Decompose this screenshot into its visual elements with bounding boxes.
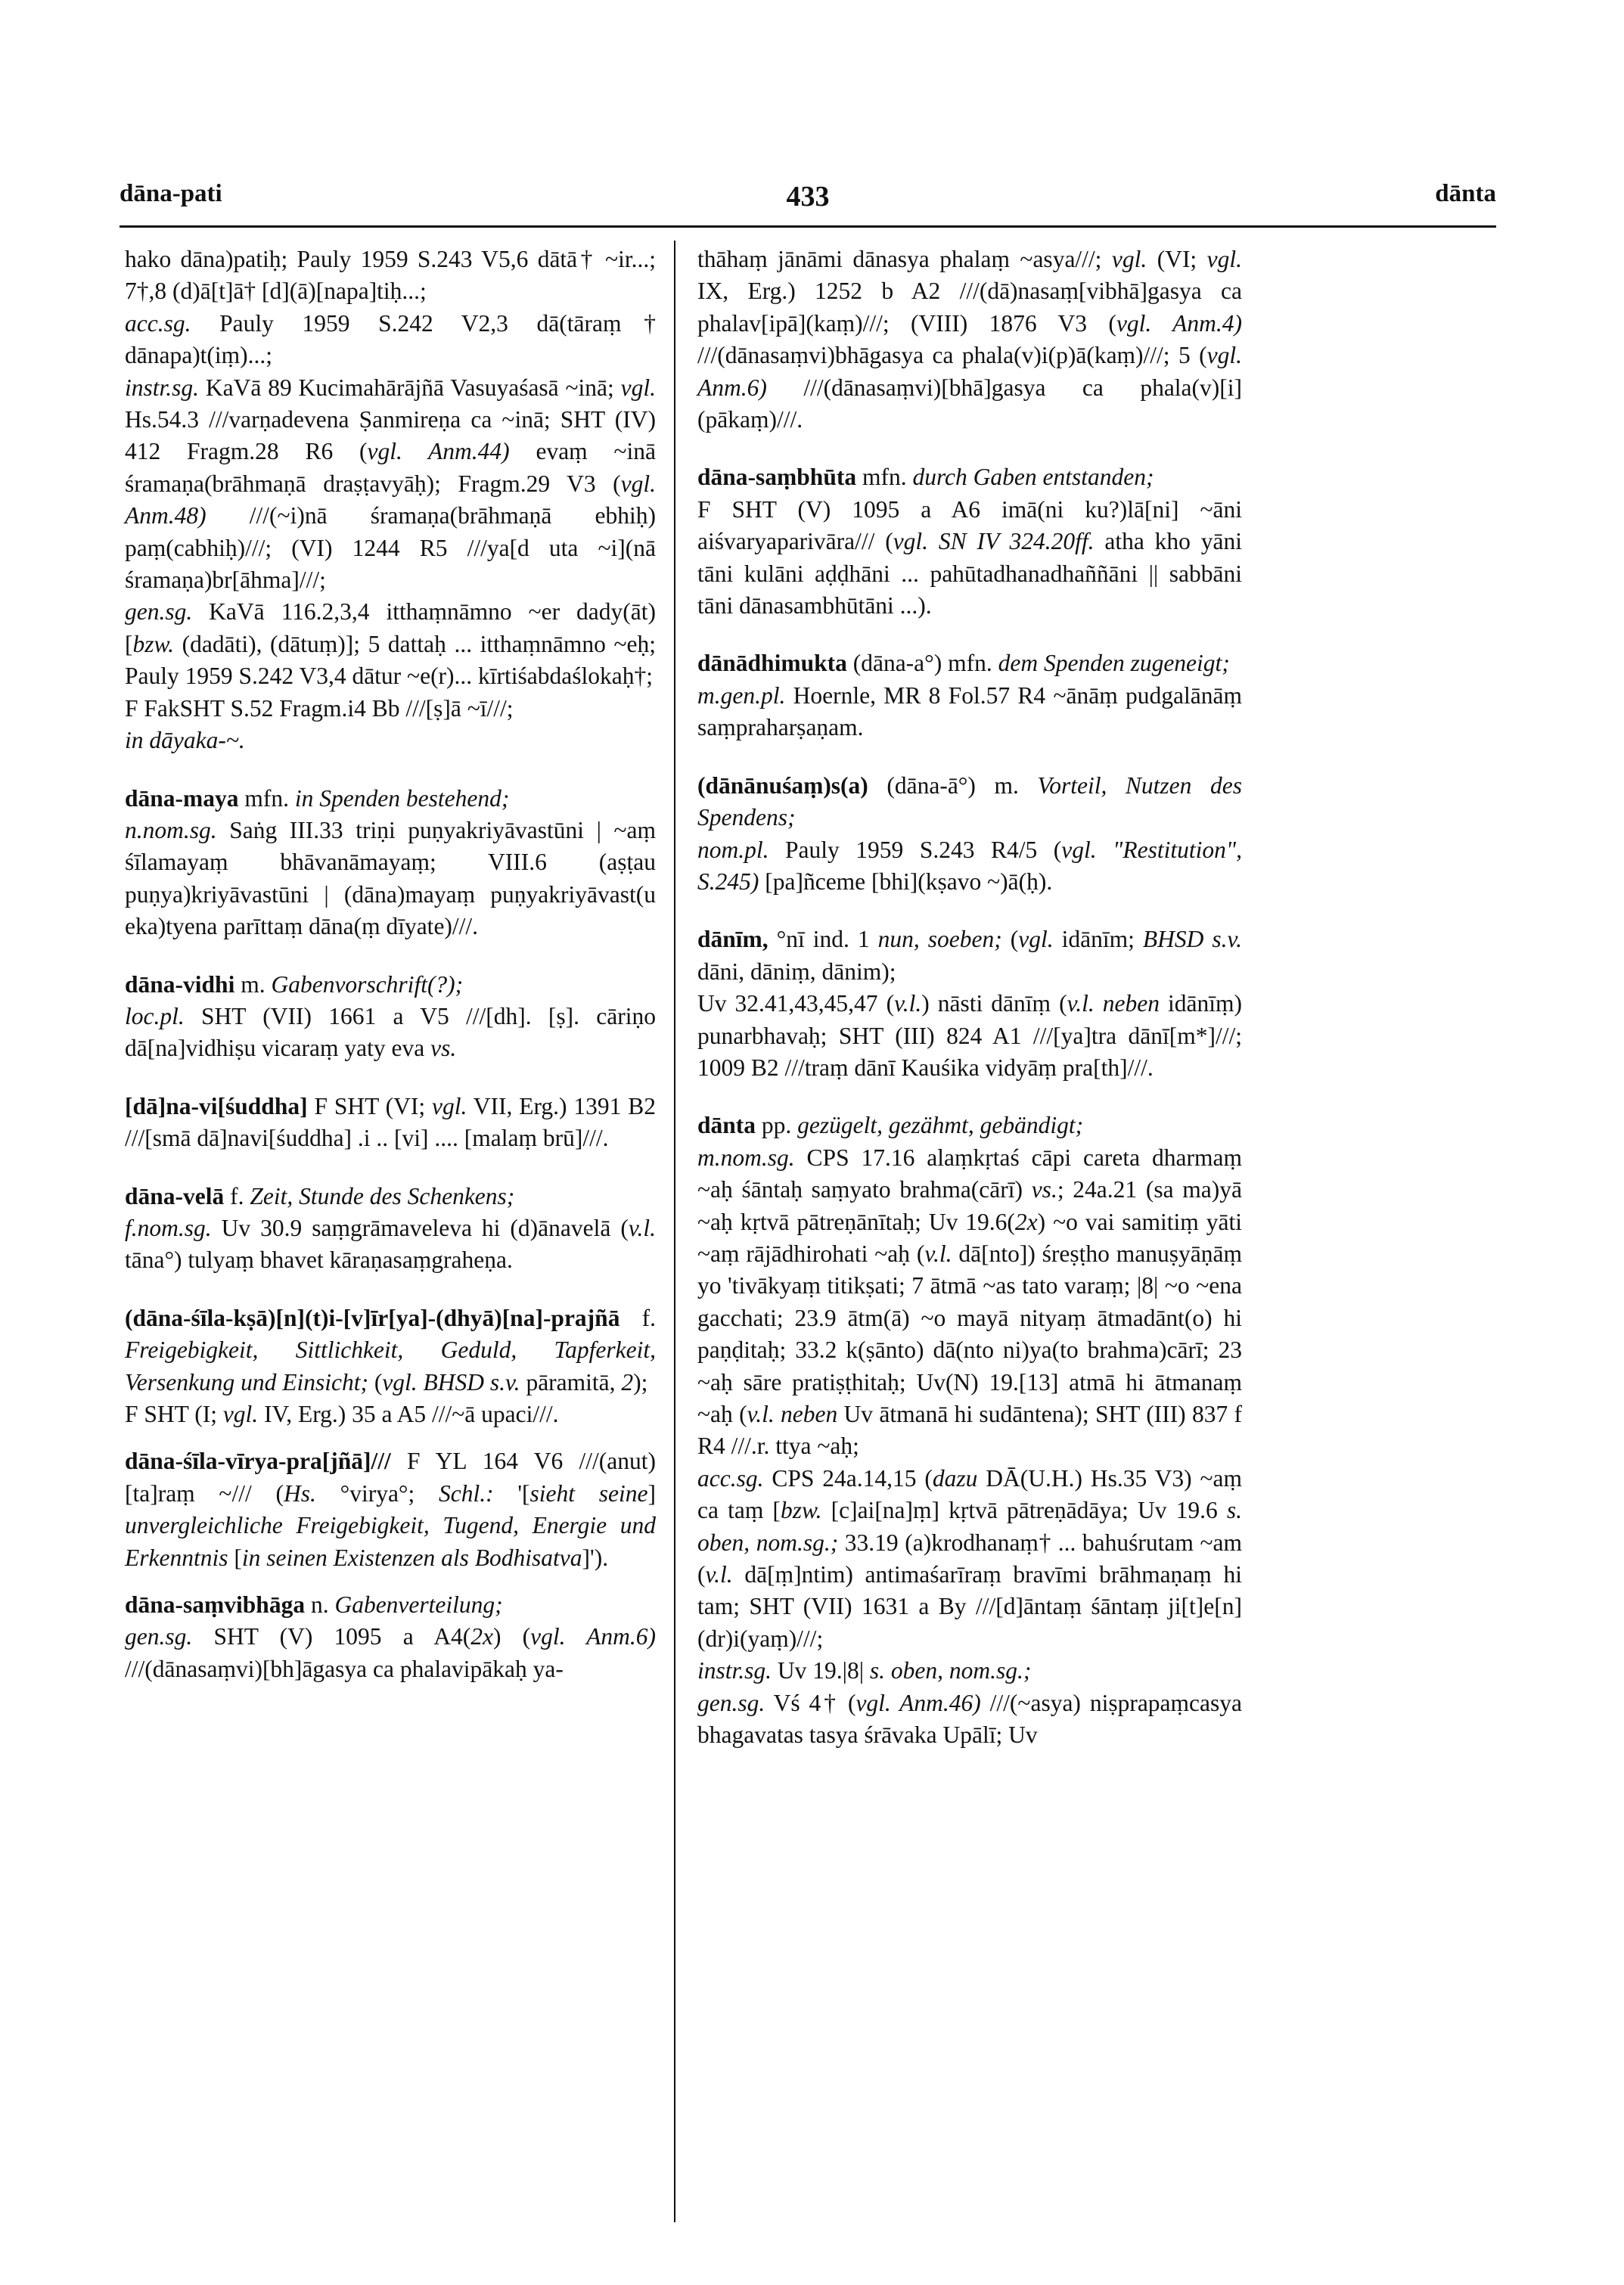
gloss: Vorteil, Nutzen des Spendens;: [697, 771, 1242, 831]
entry-text: gen.sg. KaVā 116.2,3,4 itthaṃnāmno ~er dady(āt) [bzw. (dadāti), (dātuṃ)]; 5 dattaḥ ... itthaṃnāmno ~eḥ; Pauly 1959 S.242 V3,4 dātur ~e(r)... kīrtiśabdaślokaḥ†;: [125, 598, 656, 690]
entry-head: dāna-saṃvibhāga n. Gabenverteilung;: [125, 1591, 503, 1619]
entry-danta: [697, 1110, 1242, 1751]
entry-text: gen.sg. SHT (V) 1095 a A4(2x) (vgl. Anm.6) ///(dānasaṃvi)[bh]āgasya ca phalavipākaḥ ya-: [125, 1623, 656, 1682]
gloss: Gabenverteilung;: [334, 1591, 503, 1619]
entry-head: dāna-saṃbhūta mfn. durch Gaben entstanden;: [697, 464, 1154, 491]
gloss: Zeit, Stunde des Schenkens;: [250, 1182, 515, 1209]
entry-text: thāhaṃ jānāmi dānasya phalaṃ ~asya///; vgl. (VI; vgl. IX, Erg.) 1252 b A2 ///(dā)nasaṃ[vibhā]gasya ca phalav[ipā](kaṃ)///; (VIII) 1876 V3 (vgl. Anm.4) ///(dānasaṃvi)bhāgasya ca phala(v)i(p)ā(kaṃ)///; 5 (vgl. Anm.6) ///(dānasaṃvi)[bhā]gasya ca phala(v)[i](pākaṃ)///.: [697, 246, 1242, 433]
headword: dānādhimukta: [697, 650, 847, 677]
page-number: 433: [786, 181, 830, 213]
entry-head: dāna-velā f. Zeit, Stunde des Schenkens;: [125, 1182, 515, 1209]
gloss: Freigebigkeit, Sittlichkeit, Geduld, Tapferkeit, Versenkung und Einsicht;: [125, 1337, 656, 1396]
right-column: [697, 244, 1242, 1777]
entry-head: dāna-maya mfn. in Spenden bestehend;: [125, 784, 510, 812]
gloss: dem Spenden zugeneigt;: [998, 650, 1230, 677]
entry-text: m.gen.pl. Hoernle, MR 8 Fol.57 R4 ~ānāṃ pudgalānāṃ saṃpraharṣaṇam.: [697, 681, 1242, 741]
entry-dana-visuddha: [125, 1091, 656, 1155]
entry-head: (dānānuśaṃ)s(a) (dāna-ā°) m. Vorteil, Nutzen des Spendens;: [697, 771, 1242, 831]
headword: dāna-vidhi: [125, 970, 235, 998]
entry-danim: [697, 924, 1242, 1084]
headword: (dāna-śīla-kṣā)[n](t)i-[v]īr[ya]-(dhyā)[na]-prajñā: [125, 1304, 620, 1331]
entry-text: instr.sg. KaVā 89 Kucimahārājñā Vasuyaśasā ~inā; vgl. Hs.54.3 ///varṇadevena Ṣanmireṇa ca ~inā; SHT (IV) 412 Fragm.28 R6 (vgl. Anm.44) evaṃ ~inā śramaṇa(brāhmaṇā draṣṭavyāḥ); Fragm.29 V3 (vgl. Anm.48) ///(~i)nā śramaṇa(brāhmaṇā ebhiḥ) paṃ(cabhiḥ)///; (VI) 1244 R5 ///ya[d uta ~i](nā śramaṇa)br[āhma]///;: [125, 374, 656, 594]
entry-dana-sila-ksanti: [125, 1302, 656, 1431]
running-header: [120, 180, 1496, 225]
entry-head: dāna-vidhi m. Gabenvorschrift(?);: [125, 970, 464, 998]
entry-text: acc.sg. Pauly 1959 S.242 V2,3 dā(tāraṃ† dānapa)t(iṃ)...;: [125, 309, 656, 369]
entry-text: hako dāna)patiḥ; Pauly 1959 S.243 V5,6 dātā† ~ir...; 7†,8 (d)ā[t]ā† [d](ā)[napa]tiḥ...;: [125, 246, 656, 305]
entry-dananusamsa: [697, 770, 1242, 899]
entry-text: F SHT (I; vgl. IV, Erg.) 35 a A5 ///~ā upaci///.: [125, 1401, 559, 1427]
entry-text: m.nom.sg. CPS 17.16 alaṃkṛtaś cāpi careta dharmaṃ ~aḥ śāntaḥ saṃyato brahma(cārī) vs.; 24a.21 (sa ma)yā ~aḥ kṛtvā pātreṇānītaḥ; Uv 19.6(2x) ~o vai samitiṃ yāti ~aṃ rājādhirohati ~aḥ (v.l. dā[nto]) śreṣṭho manuṣyāṇāṃ yo 'tivākyaṃ titikṣati; 7 ātmā ~as tato varaṃ; |8| ~o ~ena gacchati; 23.9 ātm(ā) ~o mayā nityaṃ ātmadānt(o) hi paṇḍitaḥ; 33.2 k(ṣānto) dā(nto ni)ya(to brahma)cārī; 23 ~aḥ sāre pratiṣṭhitaḥ; Uv(N) 19.[13] atmā hi ātmanaṃ ~aḥ (v.l. neben Uv ātmanā hi sudāntena); SHT (III) 837 f R4 ///.r. ttya ~aḥ;: [697, 1144, 1243, 1460]
entry-dana-samvibhaga: [125, 1589, 656, 1685]
headword: dāna-saṃvibhāga: [125, 1591, 306, 1619]
entry-text: instr.sg. Uv 19.|8| s. oben, nom.sg.;: [697, 1657, 1032, 1684]
headword: dāna-saṃbhūta: [697, 464, 857, 491]
header-rule: [120, 225, 1496, 228]
entry-head: dānta pp. gezügelt, gezähmt, gebändigt;: [697, 1112, 1084, 1139]
entry-head: dānīm, °nī ind. 1 nun, soeben; (vgl. idānīm; BHSD s.v. dāni, dāniṃ, dānim);: [697, 926, 1242, 985]
gloss: durch Gaben entstanden;: [912, 464, 1154, 491]
entry-text: acc.sg. CPS 24a.14,15 (dazu DĀ(U.H.) Hs.35 V3) ~aṃ ca taṃ [bzw. [c]ai[na]ṃ] kṛtvā pātreṇādāya; Uv 19.6 s. oben, nom.sg.; 33.19 (a)krodhanaṃ† ... bahuśrutam ~am (v.l. dā[ṃ]ntim) antimaśarīraṃ bravīmi brāhmaṇaṃ hi tam; SHT (VII) 1631 a By ///[d]āntaṃ śāntaṃ ji[t]e[n](dr)i(yaṃ)///;: [697, 1464, 1242, 1652]
headword: (dānānuśaṃ)s(a): [697, 771, 868, 799]
cross-reference: in dāyaka-~.: [125, 727, 245, 754]
gloss: nun, soeben;: [877, 926, 1002, 953]
entry-text: (dāna-śīla-kṣā)[n](t)i-[v]īr[ya]-(dhyā)[na]-prajñā f. Freigebigkeit, Sittlichkeit, Geduld, Tapferkeit, Versenkung und Einsicht; (vgl. BHSD s.v. pāramitā, 2);: [125, 1304, 656, 1396]
gloss: in Spenden bestehend;: [294, 784, 510, 812]
left-column: [125, 244, 656, 1711]
entry-text: F SHT (V) 1095 a A6 imā(ni ku?)lā[ni] ~āni aiśvaryaparivāra/// (vgl. SN IV 324.20ff. atha kho yāni tāni kulāni aḍḍhāni ... pahūtadhanadhaññāni || sabbāni tāni dānasambhūtāni ...).: [697, 495, 1242, 619]
entry-text: dāna-śīla-vīrya-pra[jñā]/// F YL 164 V6 ///(anut)[ta]raṃ ~/// (Hs. °virya°; Schl.: '[sieht seine] unvergleichliche Freigebigkeit, Tugend, Energie und Erkenntnis [in seinen Existenzen als Bodhisatva]').: [125, 1448, 657, 1571]
headword: dāna-śīla-vīrya-pra[jñā]///: [125, 1448, 391, 1475]
entry-dana-sila-virya: [125, 1445, 656, 1574]
headword: dānīm,: [697, 926, 769, 953]
entry-text: [dā]na-vi[śuddha] F SHT (VI; vgl. VII, Erg.) 1391 B2 ///[smā dā]navi[śuddha] .i .. [vi] .... [malaṃ brū]///.: [125, 1092, 656, 1152]
column-divider: [674, 241, 675, 2222]
entry-text: f.nom.sg. Uv 30.9 saṃgrāmaveleva hi (d)ānavelā (v.l. tāna°) tulyaṃ bhavet kāraṇasaṃgraheṇa.: [125, 1214, 656, 1274]
gloss: gezügelt, gezähmt, gebändigt;: [797, 1112, 1084, 1139]
entry-text: Uv 32.41,43,45,47 (v.l.) nāsti dānīṃ (v.l. neben idānīṃ) punarbhavaḥ; SHT (III) 824 A1 ///[ya]tra dānī[m*]///; 1009 B2 ///traṃ dānī Kauśika vidyāṃ pra[th]///.: [697, 990, 1242, 1081]
gloss: Gabenvorschrift(?);: [271, 970, 464, 998]
header-first-headword: dāna-pati: [120, 180, 222, 207]
entry-dana-vidhi: [125, 969, 656, 1065]
headword: [dā]na-vi[śuddha]: [125, 1092, 308, 1119]
entry-text: n.nom.sg. Saṅg III.33 triṇi puṇyakriyāvastūni | ~aṃ śīlamayaṃ bhāvanāmayaṃ; VIII.6 (aṣṭau puṇya)kriyāvastūni | (dāna)mayaṃ puṇyakriyāvast(u eka)tyena parīttaṃ dāna(ṃ dīyate)///.: [125, 816, 656, 940]
entry-dana-vela: [125, 1181, 656, 1277]
entry-text: loc.pl. SHT (VII) 1661 a V5 ///[dh]. [ṣ]. cāriṇo dā[na]vidhiṣu vicaraṃ yaty eva vs.: [125, 1002, 656, 1062]
entry-text: F FakSHT S.52 Fragm.i4 Bb ///[ṣ]ā ~ī///;: [125, 694, 514, 722]
headword: dāna-maya: [125, 784, 239, 812]
entry-danadhimukta: [697, 647, 1242, 744]
headword: dāna-velā: [125, 1182, 225, 1209]
headword: dānta: [697, 1112, 756, 1139]
entry-dana-maya: [125, 783, 656, 943]
entry-dana-pati-continued: [125, 244, 656, 757]
entry-head: dānādhimukta (dāna-a°) mfn. dem Spenden zugeneigt;: [697, 650, 1230, 677]
entry-text: nom.pl. Pauly 1959 S.243 R4/5 (vgl. "Restitution", S.245) [pa]ñceme [bhi](kṣavo ~)ā(ḥ).: [697, 836, 1242, 895]
entry-dana-samvibhaga-continued: [697, 244, 1242, 436]
entry-text: gen.sg. Vś 4† (vgl. Anm.46) ///(~asya) niṣprapaṃcasya bhagavatas tasya śrāvaka Upālī; Uv: [697, 1689, 1242, 1749]
entry-dana-sambhuta: [697, 461, 1242, 622]
header-last-headword: dānta: [1435, 180, 1496, 207]
